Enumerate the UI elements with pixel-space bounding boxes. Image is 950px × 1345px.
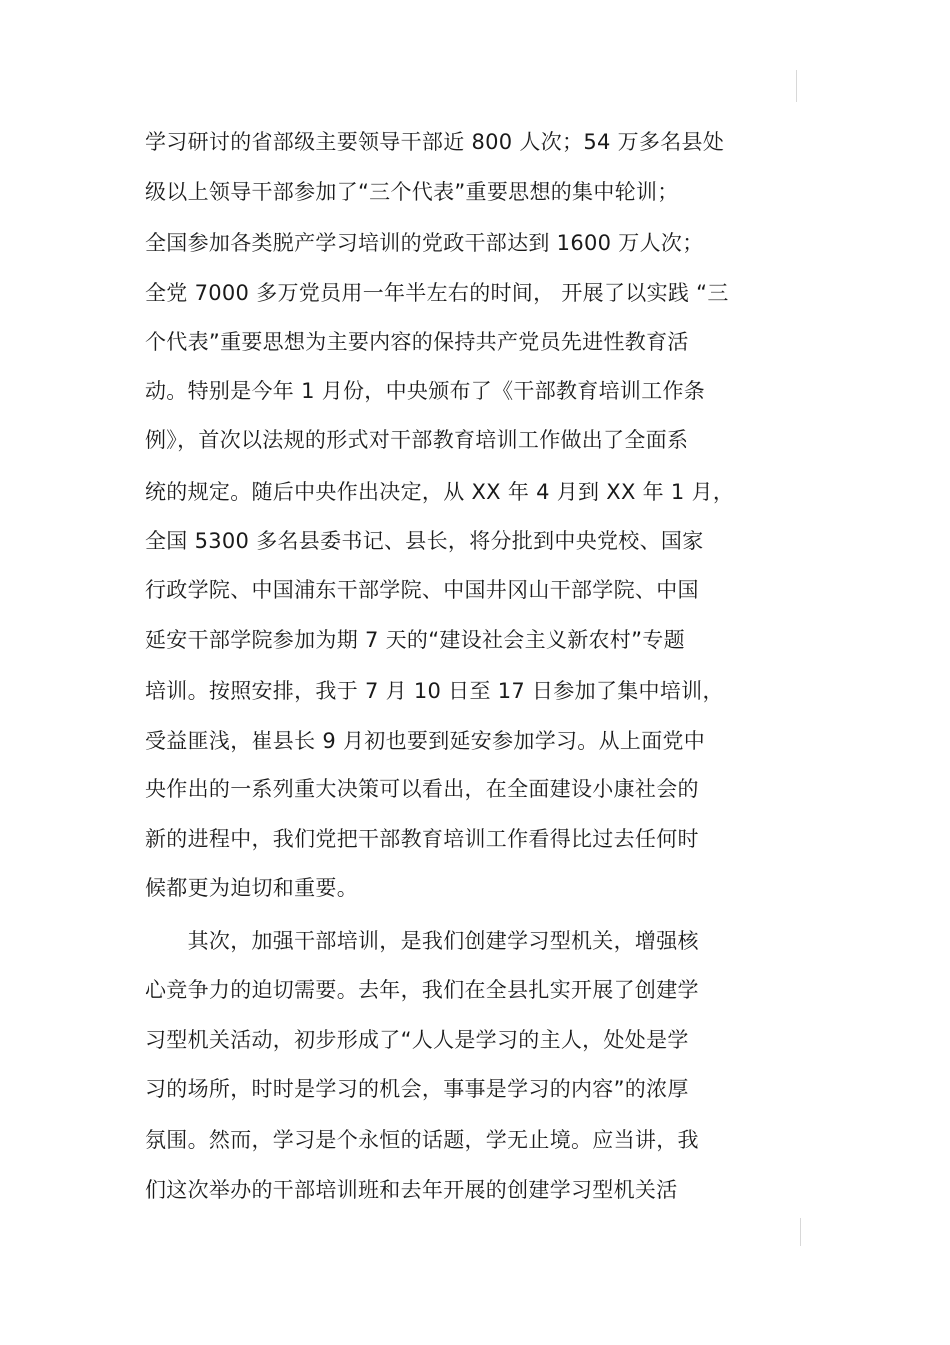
- text-line-15: 新的进程中，我们党把干部教育培训工作看得比过去任何时: [145, 827, 699, 851]
- text-line-17: 其次，加强干部培训，是我们创建学习型机关，增强核: [145, 929, 699, 953]
- text-line-14: 央作出的一系列重大决策可以看出，在全面建设小康社会的: [145, 777, 699, 801]
- text-line-22: 们这次举办的干部培训班和去年开展的创建学习型机关活: [145, 1178, 678, 1202]
- text-line-20: 习的场所，时时是学习的机会，事事是学习的内容”的浓厚: [145, 1077, 689, 1101]
- text-line-10: 行政学院、中国浦东干部学院、中国井冈山干部学院、中国: [145, 578, 699, 602]
- text-line-3: 全国参加各类脱产学习培训的党政干部达到 1600 万人次；: [145, 231, 704, 255]
- text-line-5: 个代表”重要思想为主要内容的保持共产党员先进性教育活: [145, 330, 689, 354]
- text-line-7: 例》，首次以法规的形式对干部教育培训工作做出了全面系: [145, 428, 689, 452]
- text-line-6: 动。特别是今年 1 月份，中央颁布了《干部教育培训工作条: [145, 379, 706, 403]
- text-line-9: 全国 5300 多名县委书记、县长，将分批到中央党校、国家: [145, 529, 704, 553]
- text-line-21: 氛围。然而，学习是个永恒的话题，学无止境。应当讲，我: [145, 1128, 699, 1152]
- top-right-edge-mark: [796, 70, 797, 102]
- text-line-4: 全党 7000 多万党员用一年半左右的时间， 开展了以实践 “三: [145, 281, 729, 305]
- text-line-8: 统的规定。随后中央作出决定，从 XX 年 4 月到 XX 年 1 月，: [145, 480, 735, 504]
- text-line-11: 延安干部学院参加为期 7 天的“建设社会主义新农村”专题: [145, 628, 685, 652]
- bottom-right-edge-mark: [800, 1218, 801, 1246]
- text-line-19: 习型机关活动，初步形成了“人人是学习的主人，处处是学: [145, 1028, 689, 1052]
- text-line-2: 级以上领导干部参加了“三个代表”重要思想的集中轮训；: [145, 180, 679, 204]
- text-line-18: 心竞争力的迫切需要。去年，我们在全县扎实开展了创建学: [145, 978, 699, 1002]
- text-line-16: 候都更为迫切和重要。: [145, 876, 358, 900]
- text-line-1: 学习研讨的省部级主要领导干部近 800 人次；54 万多名县处: [145, 130, 725, 154]
- text-line-13: 受益匪浅，崔县长 9 月初也要到延安参加学习。从上面党中: [145, 729, 706, 753]
- text-line-12: 培训。按照安排，我于 7 月 10 日至 17 日参加了集中培训，: [145, 679, 724, 703]
